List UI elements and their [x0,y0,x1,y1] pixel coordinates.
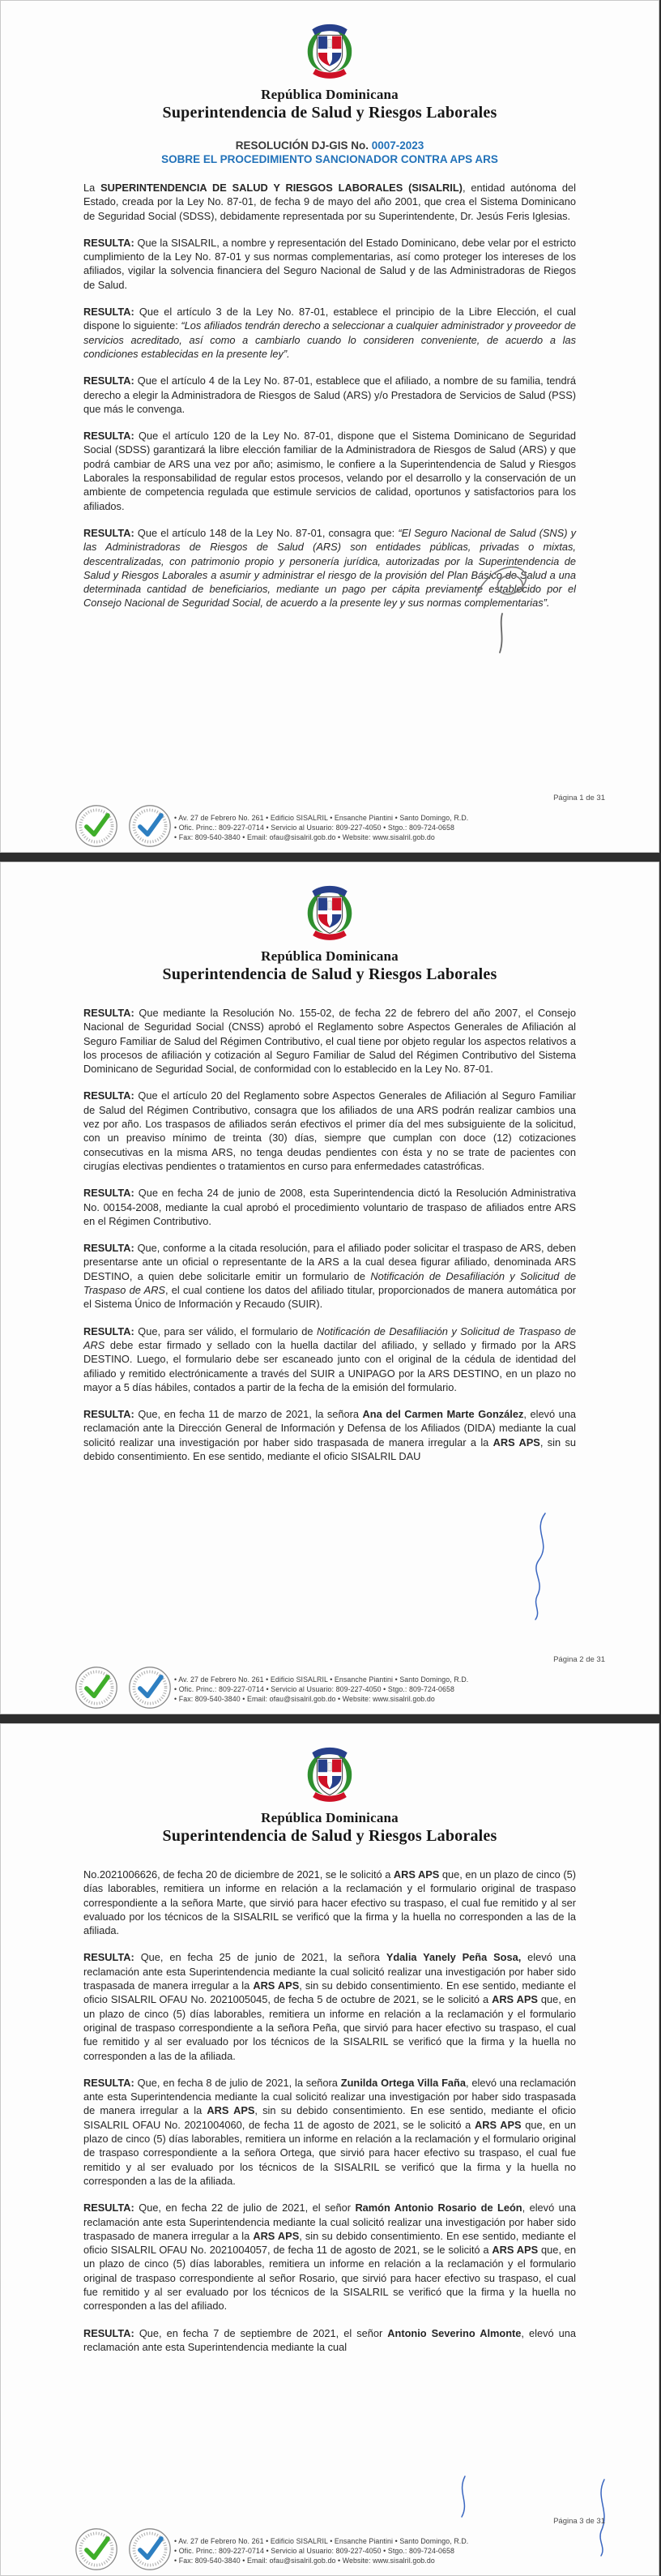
footer-address-line-3: • Fax: 809-540-3840 • Email: ofau@sisalril.gob.do • Website: www.sisalril.gob.do [174,833,435,841]
document-paragraph [83,1324,576,1394]
footer-address [174,2536,468,2565]
text-run: Antonio Severino Almonte [387,2326,522,2339]
resolution-number-label: RESOLUCIÓN DJ-GIS No. [235,139,369,152]
document-paragraph [83,1089,576,1173]
text-run: RESULTA: [83,1324,134,1337]
text-run: Que el artículo 3 de la Ley No. 87-01, establece el principio de la Libre Elección, el cual dispone lo siguiente: [83,306,576,332]
signature-scribble [511,1507,568,1624]
document-paragraph [83,429,576,513]
certification-badge-green-icon [74,1665,119,1710]
text-run: Que el artículo 148 de la Ley No. 87-01, consagra que: [134,526,399,539]
text-run: RESULTA: [83,374,134,387]
text-run: Que, en fecha 11 de marzo de 2021, la señora [134,1408,363,1421]
document-paragraph [83,1241,576,1311]
text-run: RESULTA: [83,236,134,249]
country-title: República Dominicana [261,87,399,102]
certification-badge-blue-icon [127,1665,173,1710]
text-run: , sin su debido consentimiento. En ese sentido, mediante el oficio SISALRIL OFAU No. 2021004057, de fecha 11 de agosto de 2021, se le solicitó a [83,2229,576,2257]
document-paragraph [83,236,576,292]
text-run: que, en un plazo de cinco (5) días laborables, remitiera un informe en relación a la reclamación y el formulario original de traspaso correspondiente al señor Rosario, que sirvió para hacer efectivo su traspaso, el cual fue remitido y al ser evaluado por los técnicos de la SISALRIL se verificó que la firma y la huella no corresponden a las del afiliado. [83,2244,576,2313]
footer-address-line-1: • Av. 27 de Febrero No. 261 • Edificio SISALRIL • Ensanche Piantini • Santo Domingo, R.D. [174,2537,469,2545]
text-run: , sin su debido consentimiento. En ese sentido, mediante el oficio SISALRIL DAU [83,1436,576,1463]
document-paragraph [83,1868,576,1937]
footer-address-line-3: • Fax: 809-540-3840 • Email: ofau@sisalril.gob.do • Website: www.sisalril.gob.do [174,2557,435,2565]
text-run: Que mediante la Resolución No. 155-02, de fecha 22 de febrero del año 2007, el Consejo Nacional de Seguridad Social (CNSS) aprobó el Reglamento sobre Aspectos Generales de Afiliación al Seguro Familiar de Salud del Régimen Contributivo, el cual tiene por objeto regular los aspectos relativos a los procesos de afiliación y cotización al Seguro Familiar de Salud del Régimen Contributivo del Sistema Dominicano de Seguridad Social, de conformidad con lo establecido en la Ley No. 87-01. [83,1007,576,1076]
footer-address [174,1675,468,1704]
text-run: RESULTA: [83,1408,134,1421]
document-paragraph [83,1006,576,1076]
document-header [1,1724,659,1846]
text-run: ARS APS [393,1868,440,1881]
page-number-label: Página 2 de 31 [553,1655,605,1664]
text-run: RESULTA: [83,306,134,319]
document-paragraph [83,1407,576,1463]
footer-address-line-1: • Av. 27 de Febrero No. 261 • Edificio SISALRIL • Ensanche Piantini • Santo Domingo, R.D. [174,1675,469,1684]
text-run: Ydalia Yanely Peña Sosa, [386,1951,522,1964]
page-body [83,181,576,610]
text-run: Notificación de Desafiliación y Solicitud de Traspaso de ARS [83,1269,576,1297]
text-run: RESULTA: [83,2076,134,2089]
text-run: que, en un plazo de cinco (5) días laborables, remitiera un informe en relación a la reclamación y el formulario original de traspaso correspondiente a la señora Marte, que sirvió para hacer efectivo su traspaso, el cual fue remitido y al ser evaluado por los técnicos de la SISALRIL se verificó que la firma y la huella no corresponden a las de la afiliada. [83,1868,576,1937]
coat-of-arms-icon [298,20,361,85]
institution-title: Superintendencia de Salud y Riesgos Laborales [162,104,497,122]
text-run: “Los afiliados tendrán derecho a seleccionar a cualquier administrador y proveedor de servicios acreditado, así como a cambiarlo cuando lo consideren conveniente, de acuerdo a las condiciones establecidas en la presente ley”. [83,319,576,360]
page-body [83,1006,576,1463]
certification-badge-blue-icon [127,2527,173,2572]
text-run: , elevó una reclamación ante esta Superintendencia mediante la cual solicitó realizar una investigación por haber sido traspasado de manera irregular a la [83,2202,576,2242]
text-run: , el cual contiene los datos del afiliado titular, proporcionados de manera automática por el Sistema Único de Información y Recaudo (SUIR). [83,1284,577,1311]
page-body [83,1868,576,2354]
resolution-subject: SOBRE EL PROCEDIMIENTO SANCIONADOR CONTRA APS ARS [161,153,498,165]
text-run: La [83,182,101,194]
footer-address-line-2: • Ofic. Princ.: 809-227-0714 • Servicio al Usuario: 809-227-4050 • Stgo.: 809-724-0658 [174,1685,454,1693]
document-paragraph [83,526,576,610]
text-run: , elevó una reclamación ante esta Superintendencia mediante la cual solicitó realizar una investigación por haber sido traspasada de manera irregular a la [83,2076,576,2117]
text-run: , elevó una reclamación ante la Dirección General de Información y Defensa de los Afiliados (DIDA) mediante la cual solicitó realizar una investigación por haber sido traspasada de manera irregular a la [83,1408,576,1448]
text-run: ARS APS [207,2104,255,2117]
document-paragraph [83,2326,576,2355]
text-run: , sin su debido consentimiento. En ese sentido, mediante el oficio SISALRIL OFAU No. 2021005045, de fecha 5 de octubre de 2021, se le solicitó a [83,1979,576,2006]
text-run: RESULTA: [83,1007,134,1019]
text-run: RESULTA: [83,1242,134,1255]
text-run: , elevó una reclamación ante esta Superintendencia mediante la cual [83,2326,576,2353]
text-run: ARS APS [492,2244,539,2257]
document-footer [1,1639,659,1714]
document-page-3 [0,1723,659,2576]
document-paragraph [83,305,576,361]
text-run: ARS APS [493,1436,540,1448]
coat-of-arms-icon [298,882,361,947]
text-run: Que, conforme a la citada resolución, para el afiliado poder solicitar el traspaso de ARS, deben presentarse ante un oficial o representante de la ARS a la cual desea figurar afiliado, denominada ARS DESTINO, a quien debe solicitarle emitir un formulario de [83,1242,576,1282]
text-run: Que el artículo 20 del Reglamento sobre Aspectos Generales de Afiliación al Seguro Familiar de Salud del Régimen Contributivo, consagra que los afiliados de una ARS podrán realizar cambios una vez por año. Los traspasos de afiliados serán efectivos el primer día del mes subsiguiente de la solicitud, con un preaviso mínimo de treinta (30) días, siempre que cumplan con doce (12) cotizaciones consecutivas en la misma ARS, no tenga deudas pendientes con ésta y no se trate de pacientes con cirugías electivas pendientes o tratamientos en curso para enfermedades catastróficas. [83,1089,576,1172]
document-header [1,1,659,122]
text-run: RESULTA: [83,2326,134,2339]
text-run: Ramón Antonio Rosario de León [355,2202,522,2214]
text-run: Que, en fecha 22 de julio de 2021, el señor [134,2202,356,2214]
text-run: ARS APS [253,2229,300,2242]
coat-of-arms-icon [298,1744,361,1808]
document-footer [1,777,659,852]
text-run: RESULTA: [83,2202,134,2214]
institution-title: Superintendencia de Salud y Riesgos Laborales [162,1827,497,1845]
footer-address-line-2: • Ofic. Princ.: 809-227-0714 • Servicio al Usuario: 809-227-4050 • Stgo.: 809-724-0658 [174,824,454,832]
document-paragraph [83,1950,576,2062]
text-run: , entidad autónoma del Estado, creada por la Ley No. 87-01, de fecha 9 de mayo del año 2001, que crea el Sistema Dominicano de Seguridad Social (SDSS), debidamente representada por su Superintendente, Dr. Jesús Feris Iglesias. [83,182,577,222]
text-run: RESULTA: [83,1187,134,1200]
country-title: República Dominicana [261,1810,399,1825]
document-paragraph [83,181,576,223]
resolution-number-value: 0007-2023 [371,139,424,152]
text-run: “El Seguro Nacional de Salud (SNS) y las Administradoras de Riesgos de Salud (ARS) son entidades públicas, privadas o mixtas, descentralizadas, con patrimonio propio y personería jurídica, autorizadas por la Superintendencia de Salud y Riesgos Laborales a asumir y administrar el riesgo de la provisión del Plan Básico de Salud a una determinada cantidad de beneficiarios, mediante un pago per cápita previamente establecido por el Consejo Nacional de Seguridad Social, de acuerdo a la presente ley y sus normas complementarias”. [83,526,576,610]
certification-badge-green-icon [74,803,119,849]
text-run: Que el artículo 120 de la Ley No. 87-01, dispone que el Sistema Dominicano de Seguridad Social (SDSS) garantizará la libre elección familiar de la Administradora de Riesgos de Salud (ARS) y que podrá cambiar de ARS una vez por año; asimismo, le confiere a la Superintendencia de Salud y Riesgos Laborales la responsabilidad de regular estos procesos, velando por el desarrollo y la conservación de un ambiente de competencia regulada que estimule servicios de calidad, oportunos y satisfactorios para los afiliados. [83,430,576,512]
certification-badges [74,2527,173,2572]
text-run: Que, para ser válido, el formulario de [134,1324,317,1337]
page-number-label: Página 3 de 31 [553,2517,605,2526]
resolution-title [1,139,659,166]
text-run: que, en un plazo de cinco (5) días laborables, remitiera un informe en relación a la reclamación y el formulario original de traspaso correspondiente a la señora Ortega, que sirvió para hacer efectivo su traspaso, el cual fue remitido y al ser evaluado por los técnicos de la SISALRIL se verificó que la firma y la huella no corresponden a las de la afiliada. [83,2118,576,2187]
text-run: que, en un plazo de cinco (5) días laborables, remitiera un informe en relación a la reclamación y el formulario original de traspaso correspondiente a la señora Peña, que sirvió para hacer efectivo su traspaso, el cual fue remitido y al ser evaluado por los técnicos de la SISALRIL se verificó que la firma y la huella no corresponden a las de la afiliada. [83,1993,576,2062]
text-run: ARS APS [253,1979,300,1992]
document-page-2 [0,862,659,1714]
text-run: Zunilda Ortega Villa Faña [340,2076,466,2089]
text-run: Ana del Carmen Marte González [362,1408,524,1421]
institution-title: Superintendencia de Salud y Riesgos Laborales [162,965,497,983]
certification-badge-green-icon [74,2527,119,2572]
text-run: SUPERINTENDENCIA DE SALUD Y RIESGOS LABORALES (SISALRIL) [100,182,463,194]
text-run: RESULTA: [83,1951,134,1964]
certification-badges [74,803,173,849]
document-header [1,862,659,984]
text-run: Que, en fecha 25 de junio de 2021, la señora [134,1951,386,1964]
document-paragraph [83,374,576,416]
text-run: Notificación de Desafiliación y Solicitud de Traspaso de ARS [83,1324,576,1351]
text-run: RESULTA: [83,526,134,539]
page-number-label: Página 1 de 31 [553,794,605,802]
document-footer [1,2501,659,2575]
footer-address-line-3: • Fax: 809-540-3840 • Email: ofau@sisalril.gob.do • Website: www.sisalril.gob.do [174,1695,435,1703]
document-paragraph [83,2076,576,2188]
text-run: Que la SISALRIL, a nombre y representación del Estado Dominicano, debe velar por el estricto cumplimiento de la Ley No. 87-01 y sus normas complementarias, así como proteger los intereses de los afiliados, vigilar la solvencia financiera del Seguro Nacional de Salud y de las Administradoras de Riegos de Salud. [83,236,576,291]
text-run: RESULTA: [83,430,134,443]
footer-address-line-1: • Av. 27 de Febrero No. 261 • Edificio SISALRIL • Ensanche Piantini • Santo Domingo, R.D. [174,814,469,822]
resolution-number-line [1,139,659,152]
text-run: debe estar firmado y sellado con la huella dactilar del afiliado, y sellado y firmado por la ARS DESTINO. Luego, el formulario debe ser escaneado junto con el original de la cédula de identidad del afiliado y remitido electrónicamente a través del SUIR a UNIPAGO por la ARS DESTINO, en un plazo no mayor a 5 días hábiles, contados a partir de la fecha de la emisión del formulario. [83,1338,576,1393]
text-run: RESULTA: [83,1089,134,1102]
footer-address [174,813,468,842]
text-run: No.2021006626, de fecha 20 de diciembre de 2021, se le solicitó a [83,1868,394,1881]
text-run: Que, en fecha 8 de julio de 2021, la señora [134,2076,341,2089]
text-run: elevó una reclamación ante esta Superintendencia mediante la cual solicitó realizar una investigación por haber sido traspasada de manera irregular a la [83,1951,577,1992]
certification-badge-blue-icon [127,803,173,849]
text-run: ARS APS [474,2118,522,2131]
document-page-1 [0,0,659,853]
footer-address-line-2: • Ofic. Princ.: 809-227-0714 • Servicio al Usuario: 809-227-4050 • Stgo.: 809-724-0658 [174,2547,454,2555]
country-title: República Dominicana [261,948,399,964]
document-paragraph [83,2201,576,2313]
text-run: Que, en fecha 7 de septiembre de 2021, el señor [134,2326,388,2339]
text-run: Que en fecha 24 de junio de 2008, esta Superintendencia dictó la Resolución Administrativa No. 00154-2008, mediante la cual aprobó el procedimiento voluntario de traspaso de afiliados entre ARS en el Régimen Contributivo. [83,1187,576,1227]
text-run: Que el artículo 4 de la Ley No. 87-01, establece que el afiliado, a nombre de su familia, tendrá derecho a elegir la Administradora de Riesgos de Salud (ARS) y/o Prestadora de Servicios de Salud (PSS) que más le convenga. [83,374,576,415]
text-run: ARS APS [492,1993,538,2006]
certification-badges [74,1665,173,1710]
document-paragraph [83,1186,576,1228]
text-run: , sin su debido consentimiento. En ese sentido, mediante el oficio SISALRIL OFAU No. 2021004060, de fecha 11 de agosto de 2021, se le solicitó a [83,2104,577,2131]
